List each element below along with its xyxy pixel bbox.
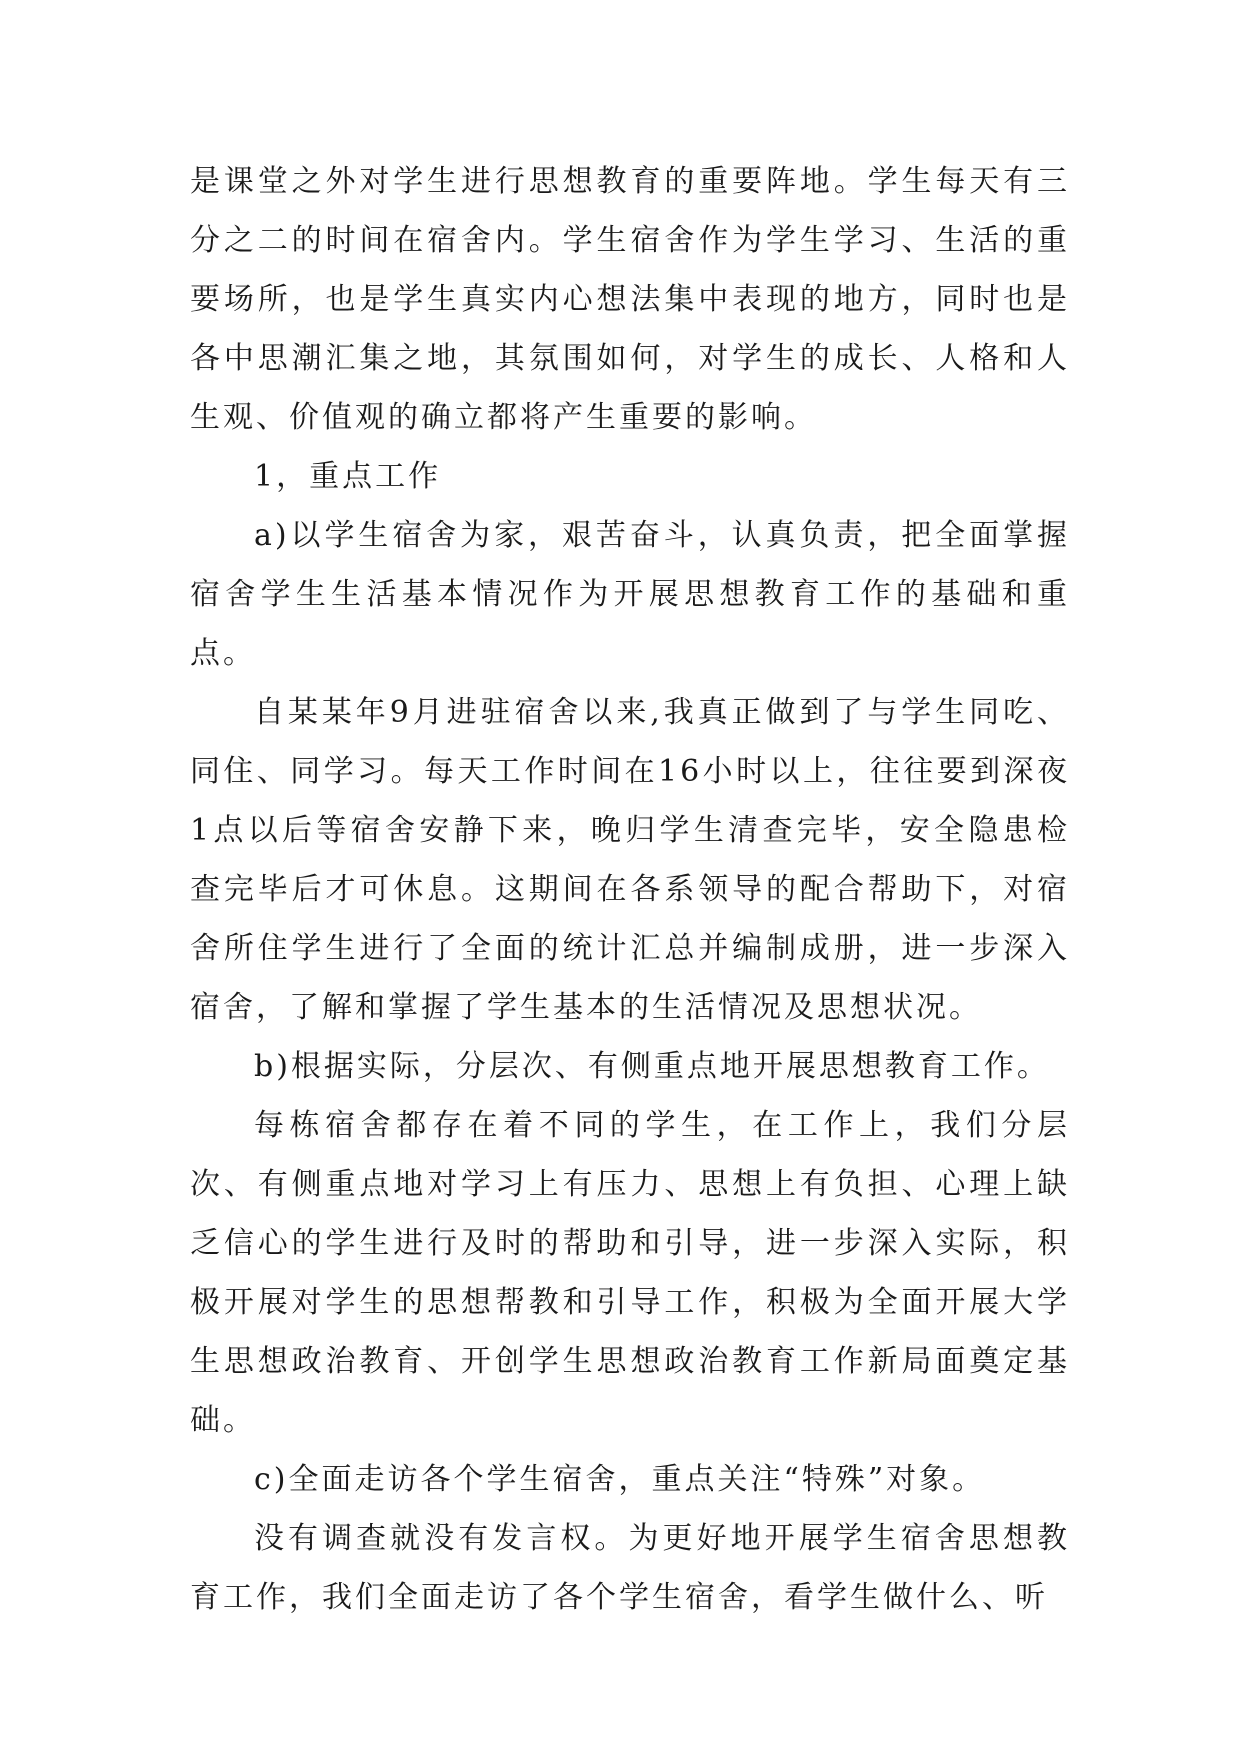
paragraph-layered-guidance: 每栋宿舍都存在着不同的学生，在工作上，我们分层次、有侧重点地对学习上有压力、思想上有负担、心理上缺乏信心的学生进行及时的帮助和引导，进一步深入实际，积极开展对学生的思想帮教和引导工作，积极为全面开展大学生思想政治教育、开创学生思想政治教育工作新局面奠定基础。 xyxy=(190,1108,1070,1438)
paragraph-intro: 是课堂之外对学生进行思想教育的重要阵地。学生每天有三分之二的时间在宿舍内。学生宿舍作为学生学习、生活的重要场所，也是学生真实内心想法集中表现的地方，同时也是各中思潮汇集之地，其氛围如何，对学生的成长、人格和人生观、价值观的确立都将产生重要的影响。 xyxy=(190,164,1070,435)
section-heading-key-work: 1，重点工作 xyxy=(254,459,442,494)
paragraph-dorm-residency: 自某某年9月进驻宿舍以来,我真正做到了与学生同吃、同住、同学习。每天工作时间在16小时以上，往往要到深夜1点以后等宿舍安静下来，晚归学生清查完毕，安全隐患检查完毕后才可休息。这期间在各系领导的配合帮助下，对宿舍所住学生进行了全面的统计汇总并编制成册，进一步深入宿舍，了解和掌握了学生基本的生活情况及思想状况。 xyxy=(190,695,1070,1025)
paragraph-visits: 没有调查就没有发言权。为更好地开展学生宿舍思想教育工作，我们全面走访了各个学生宿舍，看学生做什么、听 xyxy=(190,1521,1070,1615)
item-c-heading: c)全面走访各个学生宿舍，重点关注“特殊”对象。 xyxy=(254,1462,986,1497)
item-b-heading: b)根据实际，分层次、有侧重点地开展思想教育工作。 xyxy=(254,1049,1050,1084)
item-a-heading: a)以学生宿舍为家，艰苦奋斗，认真负责，把全面掌握宿舍学生生活基本情况作为开展思想教育工作的基础和重点。 xyxy=(190,518,1070,671)
document-body xyxy=(190,152,1070,1627)
